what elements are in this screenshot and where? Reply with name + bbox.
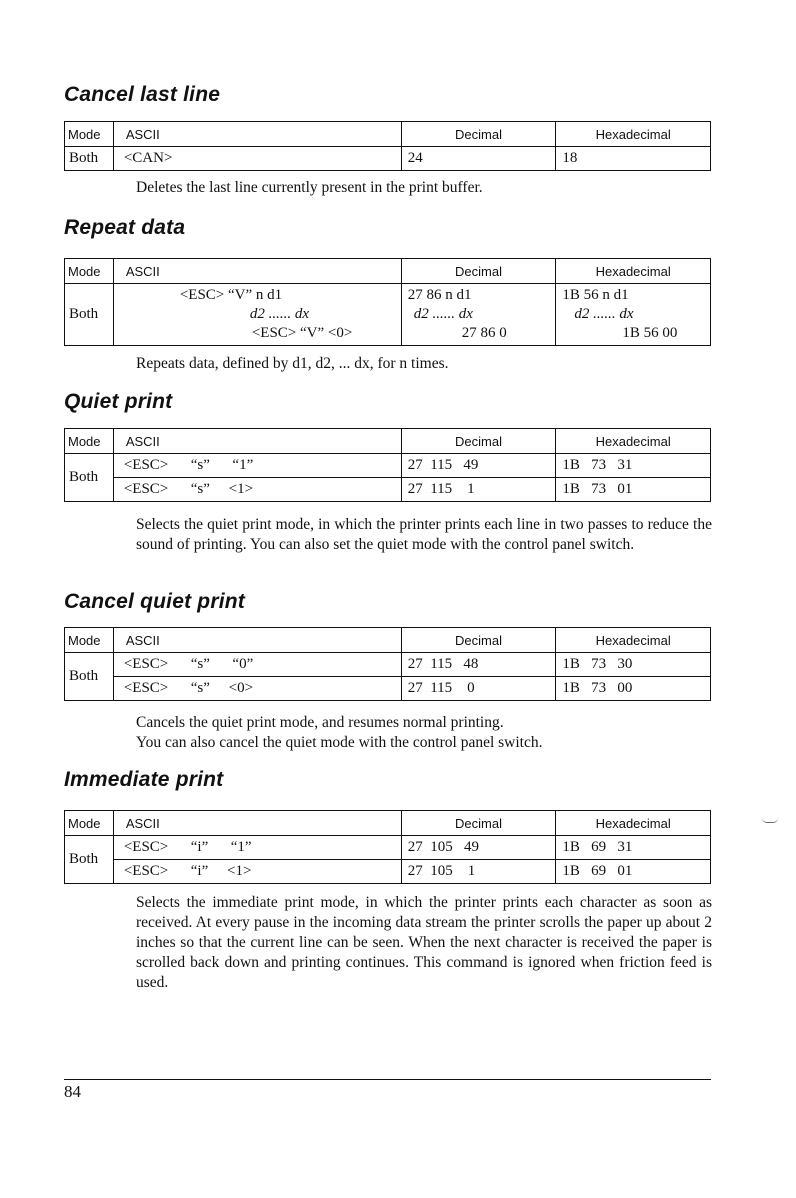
ascii-cell: <ESC> “s” <1>: [113, 478, 401, 502]
description-immediate-print: [136, 893, 712, 993]
header-mode: Mode: [65, 122, 114, 147]
command-table-cancel-quiet-print: [64, 627, 711, 701]
header-hex: Hexadecimal: [556, 122, 711, 147]
header-hex: Hexadecimal: [556, 628, 711, 653]
decimal-cell: 27 115 48: [401, 653, 556, 677]
hex-line: 1B 56 n d1: [562, 287, 629, 303]
hex-cell: 1B 73 00: [556, 677, 711, 701]
ascii-cell: <CAN>: [113, 147, 401, 171]
command-table-cancel-last-line: [64, 121, 711, 171]
hex-line: d2 ...... dx: [574, 306, 634, 322]
header-ascii: ASCII: [113, 429, 401, 454]
ascii-cell: <ESC> “i” <1>: [113, 860, 401, 884]
header-mode: Mode: [65, 628, 114, 653]
description-text: Cancels the quiet print mode, and resumes normal printing.: [136, 714, 504, 731]
ascii-cell: <ESC> “i” “1”: [113, 836, 401, 860]
header-ascii: ASCII: [113, 811, 401, 836]
mode-cell: Both: [65, 284, 114, 346]
hex-line: 1B 56 00: [622, 325, 678, 341]
command-table-quiet-print: [64, 428, 711, 502]
header-hex: Hexadecimal: [556, 429, 711, 454]
description-text: Selects the quiet print mode, in which the printer prints each line in two passes to reduce the sound of printing. You can also set the quiet mode with the control panel switch.: [136, 516, 712, 553]
section-title-cancel-last-line: Cancel last line: [64, 83, 221, 106]
header-mode: Mode: [65, 429, 114, 454]
header-mode: Mode: [65, 811, 114, 836]
description-cancel-quiet-print: [136, 713, 712, 753]
ascii-line: <ESC> “V” <0>: [251, 325, 353, 341]
scan-mark: [762, 818, 778, 823]
section-title-quiet-print: Quiet print: [64, 390, 173, 413]
description-text: Deletes the last line currently present in the print buffer.: [136, 179, 483, 196]
header-ascii: ASCII: [113, 122, 401, 147]
ascii-line: d2 ...... dx: [249, 306, 309, 322]
decimal-cell: 27 115 49: [401, 454, 556, 478]
header-hex: Hexadecimal: [556, 811, 711, 836]
decimal-cell: 27 105 1: [401, 860, 556, 884]
section-title-immediate-print: Immediate print: [64, 768, 224, 791]
ascii-cell: <ESC> “s” “1”: [113, 454, 401, 478]
header-decimal: Decimal: [401, 811, 556, 836]
header-ascii: ASCII: [113, 259, 401, 284]
header-decimal: Decimal: [401, 122, 556, 147]
ascii-line: <ESC> “V” n d1: [179, 287, 283, 303]
ascii-cell: [113, 284, 401, 346]
header-hex: Hexadecimal: [556, 259, 711, 284]
description-cancel-last-line: [136, 178, 712, 198]
section-title-cancel-quiet-print: Cancel quiet print: [64, 590, 245, 613]
hex-cell: 1B 69 31: [556, 836, 711, 860]
hex-cell: 1B 73 31: [556, 454, 711, 478]
hex-cell: [556, 284, 711, 346]
mode-cell: Both: [65, 653, 114, 701]
decimal-line: 27 86 0: [461, 325, 507, 341]
decimal-line: d2 ...... dx: [413, 306, 473, 322]
ascii-cell: <ESC> “s” <0>: [113, 677, 401, 701]
description-quiet-print: [136, 515, 712, 555]
command-table-immediate-print: [64, 810, 711, 884]
hex-cell: 18: [556, 147, 711, 171]
description-text: Repeats data, defined by d1, d2, ... dx, for n times.: [136, 355, 449, 372]
decimal-cell: [401, 284, 556, 346]
header-mode: Mode: [65, 259, 114, 284]
decimal-cell: 27 115 0: [401, 677, 556, 701]
decimal-cell: 27 105 49: [401, 836, 556, 860]
command-table-repeat-data: [64, 258, 711, 346]
mode-cell: Both: [65, 147, 114, 171]
description-repeat-data: [136, 354, 712, 374]
decimal-cell: 27 115 1: [401, 478, 556, 502]
hex-cell: 1B 73 01: [556, 478, 711, 502]
description-text: You can also cancel the quiet mode with the control panel switch.: [136, 734, 543, 751]
ascii-cell: <ESC> “s” “0”: [113, 653, 401, 677]
section-title-repeat-data: Repeat data: [64, 216, 186, 239]
decimal-line: 27 86 n d1: [407, 287, 472, 303]
mode-cell: Both: [65, 454, 114, 502]
decimal-cell: 24: [401, 147, 556, 171]
header-decimal: Decimal: [401, 429, 556, 454]
header-decimal: Decimal: [401, 259, 556, 284]
description-text: Selects the immediate print mode, in which the printer prints each character as soon as received. At every pause in the incoming data stream the printer scrolls the paper up about 2 inches so that the current line can be seen. When the next character is received the paper is scrolled back down and printing continues. This command is ignored when friction feed is used.: [136, 894, 712, 991]
mode-cell: Both: [65, 836, 114, 884]
header-decimal: Decimal: [401, 628, 556, 653]
header-ascii: ASCII: [113, 628, 401, 653]
page-number: 84: [64, 1082, 81, 1101]
footer-rule: [64, 1079, 711, 1080]
hex-cell: 1B 73 30: [556, 653, 711, 677]
hex-cell: 1B 69 01: [556, 860, 711, 884]
